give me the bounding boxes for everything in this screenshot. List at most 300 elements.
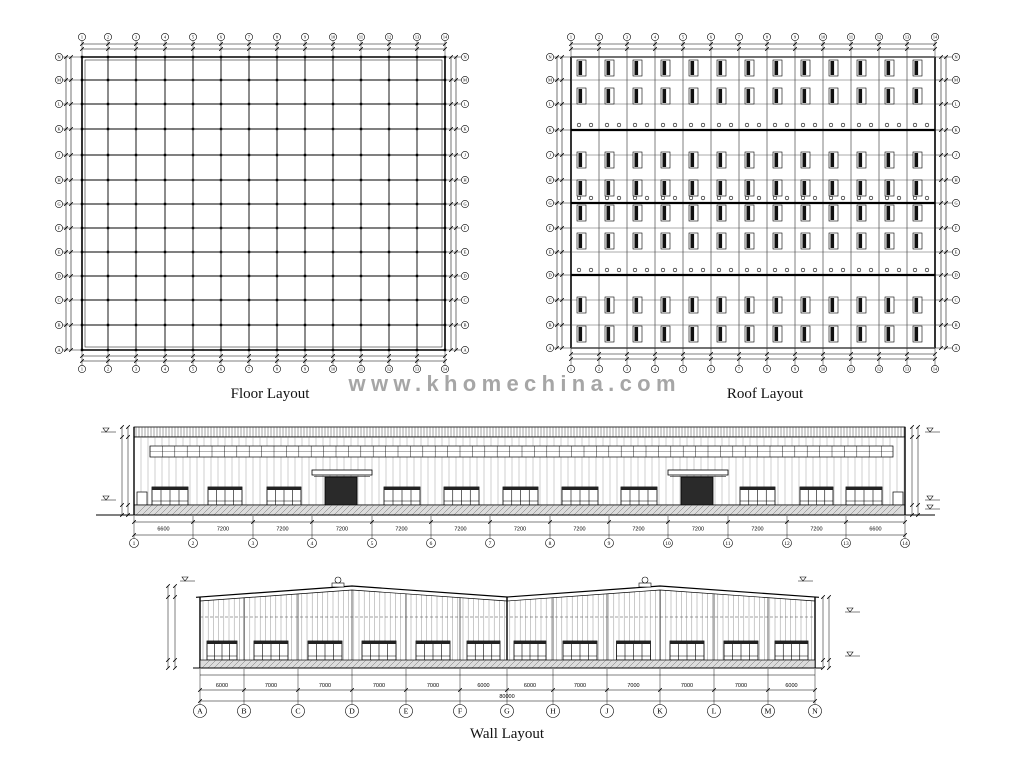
column-marker bbox=[388, 203, 390, 205]
axis-bubble-label: 6 bbox=[429, 540, 433, 547]
skylight-panel bbox=[773, 297, 782, 313]
axis-bubble-left bbox=[546, 248, 553, 255]
axis-bubble-label: C bbox=[954, 297, 958, 303]
end-door bbox=[137, 492, 147, 505]
skylight-panel bbox=[885, 180, 894, 196]
column-marker bbox=[248, 203, 250, 205]
column-marker bbox=[360, 299, 362, 301]
axis-bubble-label: C bbox=[463, 297, 467, 303]
column-marker bbox=[388, 275, 390, 277]
axis-bubble-right bbox=[952, 321, 959, 328]
axis-bubble-right bbox=[461, 176, 468, 183]
column-marker bbox=[304, 79, 306, 81]
skylight-glazing bbox=[691, 61, 695, 75]
skylight-panel bbox=[885, 60, 894, 76]
axis-bubble-label: 8 bbox=[275, 366, 279, 372]
column-marker bbox=[220, 154, 222, 156]
axis-bubble-top bbox=[217, 33, 224, 40]
axis-bubble-label: 10 bbox=[665, 540, 671, 547]
window-head bbox=[514, 641, 546, 644]
column-marker bbox=[107, 251, 109, 253]
skylight-panel bbox=[773, 326, 782, 342]
skylight-panel bbox=[633, 180, 642, 196]
column-marker bbox=[164, 227, 166, 229]
axis-bubble-label: B bbox=[463, 322, 467, 328]
skylight-panel bbox=[661, 326, 670, 342]
skylight-panel bbox=[661, 88, 670, 104]
window bbox=[563, 641, 597, 660]
column-marker bbox=[276, 79, 278, 81]
skylight-panel bbox=[801, 205, 810, 221]
column-marker bbox=[332, 79, 334, 81]
axis-bubble-right bbox=[952, 53, 959, 60]
column-marker bbox=[135, 79, 137, 81]
axis-bubble bbox=[454, 705, 467, 718]
skylight-glazing bbox=[831, 298, 835, 312]
column-marker bbox=[164, 103, 166, 105]
window bbox=[444, 487, 479, 505]
skylight-panel bbox=[745, 297, 754, 313]
column-marker bbox=[416, 275, 418, 277]
column-marker bbox=[388, 324, 390, 326]
column-marker bbox=[164, 79, 166, 81]
skylight-glazing bbox=[691, 327, 695, 341]
skylight-glazing bbox=[691, 206, 695, 220]
skylight-glazing bbox=[775, 153, 779, 167]
axis-bubble-label: F bbox=[57, 225, 61, 231]
column-marker bbox=[332, 203, 334, 205]
dimension-label: 7000 bbox=[372, 683, 386, 689]
window bbox=[207, 641, 237, 660]
skylight-panel bbox=[773, 205, 782, 221]
skylight-panel bbox=[717, 88, 726, 104]
axis-bubble-left bbox=[55, 248, 62, 255]
column-marker bbox=[107, 275, 109, 277]
skylight-panel bbox=[745, 88, 754, 104]
axis-bubble-left bbox=[55, 321, 62, 328]
skylight-glazing bbox=[635, 89, 639, 103]
axis-bubble-label: 1 bbox=[569, 34, 573, 40]
window-head bbox=[775, 641, 808, 644]
column-marker bbox=[135, 179, 137, 181]
skylight-panel bbox=[857, 297, 866, 313]
skylight-panel bbox=[857, 205, 866, 221]
skylight-glazing bbox=[803, 181, 807, 195]
axis-bubble-label: 9 bbox=[793, 34, 797, 40]
axis-bubble-label: K bbox=[463, 126, 467, 132]
axis-bubble-label: 2 bbox=[191, 540, 195, 547]
skylight-glazing bbox=[803, 234, 807, 248]
skylight-panel bbox=[857, 233, 866, 249]
axis-bubble bbox=[130, 539, 139, 548]
axis-bubble-top bbox=[763, 33, 770, 40]
column-marker bbox=[107, 324, 109, 326]
axis-bubble-right bbox=[952, 76, 959, 83]
dimension-label: 7200 bbox=[454, 526, 467, 533]
axis-bubble-right bbox=[461, 321, 468, 328]
skylight-panel bbox=[829, 180, 838, 196]
axis-bubble-top bbox=[357, 33, 364, 40]
window bbox=[846, 487, 882, 505]
window-head bbox=[444, 487, 479, 490]
skylight-panel bbox=[605, 152, 614, 168]
skylight-panel bbox=[745, 205, 754, 221]
axis-bubble-label: G bbox=[548, 200, 552, 206]
skylight-glazing bbox=[663, 61, 667, 75]
column-marker bbox=[220, 251, 222, 253]
skylight-panel bbox=[773, 152, 782, 168]
axis-bubble-label: A bbox=[954, 345, 958, 351]
skylight-panel bbox=[885, 205, 894, 221]
axis-bubble-top bbox=[104, 33, 111, 40]
axis-bubble-label: E bbox=[403, 706, 409, 716]
skylight-panel bbox=[913, 60, 922, 76]
skylight-panel bbox=[857, 88, 866, 104]
long-side-elevation bbox=[96, 425, 940, 547]
skylight-panel bbox=[913, 297, 922, 313]
skylight-panel bbox=[577, 60, 586, 76]
skylight-glazing bbox=[607, 61, 611, 75]
axis-bubble-label: E bbox=[463, 249, 467, 255]
axis-bubble-right bbox=[952, 224, 959, 231]
axis-bubble-top bbox=[301, 33, 308, 40]
skylight-glazing bbox=[775, 327, 779, 341]
axis-bubble-label: J bbox=[955, 152, 957, 158]
skylight-glazing bbox=[775, 89, 779, 103]
axis-bubble-right bbox=[461, 125, 468, 132]
skylight-panel bbox=[577, 233, 586, 249]
axis-bubble-label: H bbox=[550, 706, 556, 716]
skylight-glazing bbox=[859, 298, 863, 312]
axis-bubble-left bbox=[55, 176, 62, 183]
window bbox=[724, 641, 758, 660]
column-marker bbox=[248, 179, 250, 181]
skylight-glazing bbox=[859, 327, 863, 341]
skylight-glazing bbox=[747, 61, 751, 75]
axis-bubble bbox=[486, 539, 495, 548]
axis-bubble bbox=[194, 705, 207, 718]
column-marker bbox=[360, 79, 362, 81]
skylight-panel bbox=[857, 180, 866, 196]
skylight-panel bbox=[913, 326, 922, 342]
skylight-glazing bbox=[691, 153, 695, 167]
axis-bubble-label: B bbox=[548, 322, 552, 328]
skylight-panel bbox=[829, 205, 838, 221]
axis-bubble-right bbox=[952, 176, 959, 183]
axis-bubble-label: 4 bbox=[163, 366, 167, 372]
axis-bubble-label: 14 bbox=[442, 366, 448, 372]
axis-bubble-label: B bbox=[57, 322, 61, 328]
column-marker bbox=[276, 154, 278, 156]
skylight-glazing bbox=[607, 298, 611, 312]
skylight-panel bbox=[829, 60, 838, 76]
axis-bubble-right bbox=[461, 151, 468, 158]
skylight-glazing bbox=[719, 181, 723, 195]
axis-bubble-top bbox=[161, 33, 168, 40]
window-head bbox=[254, 641, 288, 644]
axis-bubble-label: A bbox=[197, 706, 203, 716]
axis-bubble-label: 5 bbox=[681, 366, 685, 372]
column-marker bbox=[360, 128, 362, 130]
axis-bubble-right bbox=[461, 346, 468, 353]
column-marker bbox=[388, 128, 390, 130]
window-head bbox=[563, 641, 597, 644]
axis-bubble-label: L bbox=[711, 706, 717, 716]
skylight-panel bbox=[913, 205, 922, 221]
column-marker bbox=[332, 227, 334, 229]
axis-bubble-label: J bbox=[464, 152, 466, 158]
column-marker bbox=[332, 103, 334, 105]
column-marker bbox=[135, 103, 137, 105]
skylight-panel bbox=[801, 297, 810, 313]
axis-bubble-label: J bbox=[58, 152, 60, 158]
window-head bbox=[846, 487, 882, 490]
axis-bubble-top bbox=[791, 33, 798, 40]
axis-bubble-label: 2 bbox=[106, 366, 110, 372]
axis-bubble-label: 9 bbox=[303, 366, 307, 372]
skylight-glazing bbox=[887, 327, 891, 341]
skylight-panel bbox=[857, 152, 866, 168]
skylight-panel bbox=[577, 152, 586, 168]
skylight-panel bbox=[577, 180, 586, 196]
axis-bubble-label: 11 bbox=[848, 366, 854, 372]
axis-bubble-label: 11 bbox=[358, 34, 364, 40]
column-marker bbox=[304, 275, 306, 277]
axis-bubble-bottom bbox=[217, 365, 224, 372]
axis-bubble-label: 7 bbox=[488, 540, 492, 547]
axis-bubble-left bbox=[546, 100, 553, 107]
skylight-panel bbox=[745, 180, 754, 196]
axis-bubble-label: 14 bbox=[442, 34, 448, 40]
axis-bubble bbox=[501, 705, 514, 718]
column-marker bbox=[248, 324, 250, 326]
axis-bubble-label: 2 bbox=[106, 34, 110, 40]
skylight-glazing bbox=[915, 153, 919, 167]
skylight-glazing bbox=[859, 181, 863, 195]
skylight-panel bbox=[661, 233, 670, 249]
axis-bubble-top bbox=[903, 33, 910, 40]
column-marker bbox=[360, 103, 362, 105]
axis-bubble-top bbox=[189, 33, 196, 40]
axis-bubble-left bbox=[546, 151, 553, 158]
window bbox=[800, 487, 833, 505]
skylight-glazing bbox=[579, 153, 583, 167]
axis-bubble-bottom bbox=[189, 365, 196, 372]
axis-bubble bbox=[601, 705, 614, 718]
axis-bubble-label: D bbox=[349, 706, 355, 716]
window-head bbox=[416, 641, 450, 644]
axis-bubble-top bbox=[413, 33, 420, 40]
column-marker bbox=[192, 179, 194, 181]
skylight-panel bbox=[857, 326, 866, 342]
dimension-label: 7200 bbox=[573, 526, 586, 533]
axis-bubble-label: K bbox=[657, 706, 663, 716]
axis-bubble bbox=[664, 539, 673, 548]
window bbox=[267, 487, 301, 505]
skylight-glazing bbox=[719, 206, 723, 220]
skylight-panel bbox=[829, 297, 838, 313]
column-marker bbox=[220, 299, 222, 301]
skylight-glazing bbox=[635, 61, 639, 75]
column-marker bbox=[416, 203, 418, 205]
column-marker bbox=[416, 227, 418, 229]
skylight-glazing bbox=[887, 153, 891, 167]
skylight-panel bbox=[661, 152, 670, 168]
window-head bbox=[308, 641, 342, 644]
axis-bubble-label: 10 bbox=[820, 34, 826, 40]
skylight-panel bbox=[745, 233, 754, 249]
skylight-panel bbox=[885, 326, 894, 342]
axis-bubble bbox=[546, 539, 555, 548]
window-head bbox=[152, 487, 188, 490]
column-marker bbox=[360, 203, 362, 205]
skylight-glazing bbox=[831, 153, 835, 167]
axis-bubble-right bbox=[461, 76, 468, 83]
column-marker bbox=[388, 251, 390, 253]
dimension-label: 7200 bbox=[810, 526, 823, 533]
skylight-glazing bbox=[663, 327, 667, 341]
skylight-glazing bbox=[691, 234, 695, 248]
column-marker bbox=[416, 79, 418, 81]
skylight-glazing bbox=[859, 61, 863, 75]
axis-bubble-label: 2 bbox=[597, 34, 601, 40]
column-marker bbox=[304, 299, 306, 301]
axis-bubble-bottom bbox=[763, 365, 770, 372]
dimension-label: 7200 bbox=[216, 526, 230, 533]
skylight-glazing bbox=[887, 234, 891, 248]
axis-bubble-label: K bbox=[548, 127, 552, 133]
skylight-panel bbox=[605, 60, 614, 76]
column-marker bbox=[192, 128, 194, 130]
axis-bubble-left bbox=[546, 271, 553, 278]
axis-bubble bbox=[400, 705, 413, 718]
column-marker bbox=[220, 203, 222, 205]
axis-bubble-left bbox=[546, 321, 553, 328]
skylight-panel bbox=[577, 205, 586, 221]
axis-bubble-label: 10 bbox=[330, 366, 336, 372]
axis-bubble-label: 13 bbox=[414, 34, 420, 40]
skylight-panel bbox=[745, 326, 754, 342]
column-marker bbox=[164, 324, 166, 326]
skylight-panel bbox=[885, 233, 894, 249]
skylight-glazing bbox=[747, 298, 751, 312]
axis-bubble-top bbox=[735, 33, 742, 40]
roof-layout-title: Roof Layout bbox=[726, 386, 804, 402]
axis-bubble bbox=[368, 539, 377, 548]
axis-bubble bbox=[654, 705, 667, 718]
column-marker bbox=[135, 324, 137, 326]
window-head bbox=[670, 641, 704, 644]
door-canopy bbox=[668, 470, 728, 475]
column-marker bbox=[304, 179, 306, 181]
axis-bubble-label: 2 bbox=[597, 366, 601, 372]
axis-bubble bbox=[605, 539, 614, 548]
column-marker bbox=[416, 179, 418, 181]
axis-bubble-label: M bbox=[57, 77, 61, 83]
axis-bubble bbox=[547, 705, 560, 718]
axis-bubble-label: H bbox=[57, 177, 61, 183]
skylight-glazing bbox=[579, 234, 583, 248]
column-marker bbox=[304, 154, 306, 156]
skylight-panel bbox=[773, 233, 782, 249]
column-marker bbox=[164, 251, 166, 253]
skylight-glazing bbox=[775, 181, 779, 195]
column-marker bbox=[332, 275, 334, 277]
skylight-glazing bbox=[831, 234, 835, 248]
axis-bubble-top bbox=[819, 33, 826, 40]
column-marker bbox=[416, 154, 418, 156]
column-marker bbox=[276, 103, 278, 105]
axis-bubble bbox=[901, 539, 910, 548]
skylight-glazing bbox=[859, 234, 863, 248]
axis-bubble-left bbox=[55, 296, 62, 303]
axis-bubble-right bbox=[461, 200, 468, 207]
axis-bubble-label: N bbox=[57, 54, 61, 60]
column-marker bbox=[276, 128, 278, 130]
column-marker bbox=[360, 179, 362, 181]
axis-bubble-top bbox=[567, 33, 574, 40]
dimension-label: 7200 bbox=[691, 526, 705, 533]
axis-bubble-label: C bbox=[295, 706, 301, 716]
skylight-glazing bbox=[915, 327, 919, 341]
axis-bubble-top bbox=[931, 33, 938, 40]
axis-bubble-label: L bbox=[57, 101, 61, 107]
skylight-panel bbox=[633, 60, 642, 76]
skylight-glazing bbox=[803, 327, 807, 341]
skylight-panel bbox=[801, 180, 810, 196]
dimension-label: 6000 bbox=[785, 683, 798, 689]
axis-bubble-bottom bbox=[931, 365, 938, 372]
column-marker bbox=[360, 154, 362, 156]
column-marker bbox=[304, 324, 306, 326]
axis-bubble-left bbox=[55, 200, 62, 207]
skylight-panel bbox=[717, 326, 726, 342]
skylight-panel bbox=[661, 205, 670, 221]
axis-bubble-label: F bbox=[457, 706, 463, 716]
column-marker bbox=[276, 203, 278, 205]
skylight-glazing bbox=[803, 298, 807, 312]
axis-bubble-label: 10 bbox=[820, 366, 826, 372]
skylight-panel bbox=[605, 233, 614, 249]
column-marker bbox=[135, 275, 137, 277]
window bbox=[503, 487, 538, 505]
column-marker bbox=[416, 324, 418, 326]
skylight-glazing bbox=[607, 153, 611, 167]
dimension-label: 7000 bbox=[680, 683, 694, 689]
skylight-panel bbox=[885, 297, 894, 313]
skylight-glazing bbox=[747, 234, 751, 248]
axis-bubble bbox=[346, 705, 359, 718]
column-marker bbox=[107, 203, 109, 205]
skylight-panel bbox=[633, 152, 642, 168]
column-marker bbox=[304, 128, 306, 130]
column-marker bbox=[416, 103, 418, 105]
skylight-glazing bbox=[887, 181, 891, 195]
window bbox=[670, 641, 704, 660]
column-marker bbox=[107, 128, 109, 130]
axis-bubble-left bbox=[55, 151, 62, 158]
dimension-label: 6000 bbox=[215, 683, 229, 689]
column-marker bbox=[388, 79, 390, 81]
column-marker bbox=[248, 103, 250, 105]
axis-bubble-label: M bbox=[764, 706, 772, 716]
skylight-glazing bbox=[635, 298, 639, 312]
axis-bubble-label: 14 bbox=[902, 540, 908, 547]
axis-bubble-label: N bbox=[812, 706, 818, 716]
skylight-panel bbox=[577, 326, 586, 342]
axis-bubble-left bbox=[546, 296, 553, 303]
window bbox=[362, 641, 396, 660]
